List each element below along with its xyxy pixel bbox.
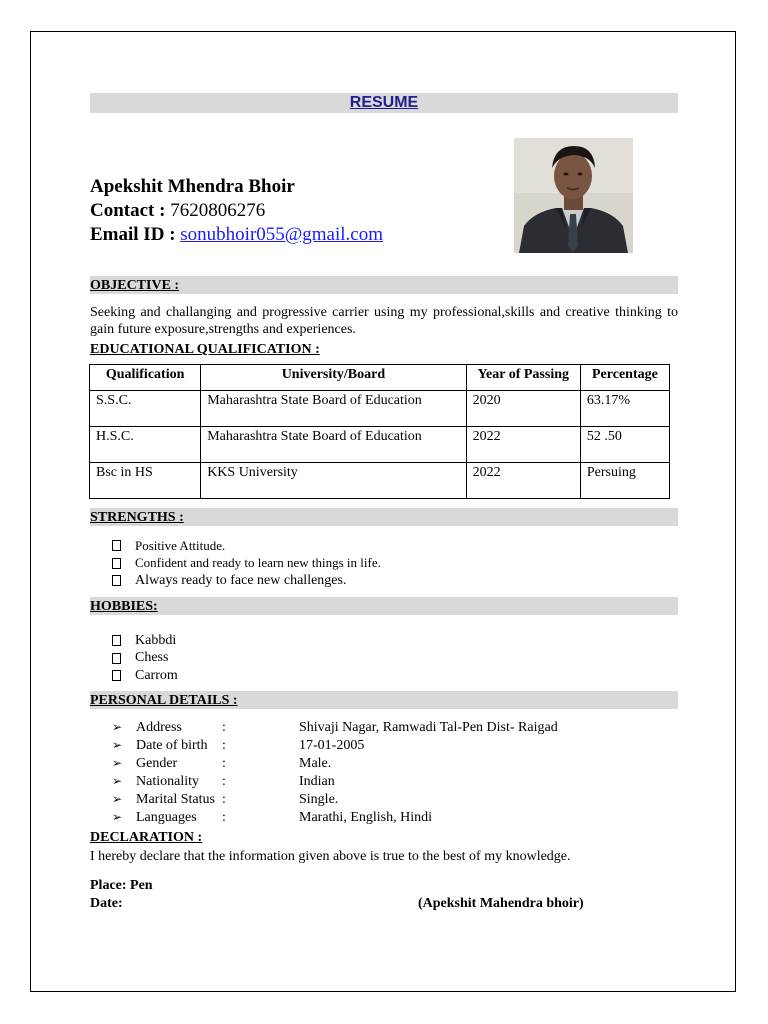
list-item-text: Kabbdi [135,632,177,648]
arrow-bullet-icon: ➢ [112,720,123,734]
detail-row [112,755,612,773]
title-bar [90,93,678,113]
strengths-bar [90,508,678,526]
date-label: Date: [90,896,123,911]
bullet-box-icon [112,558,121,569]
arrow-bullet-icon: ➢ [112,792,123,806]
table-cell: Bsc in HS [90,463,201,499]
contact-separator: : [154,200,171,221]
email-separator: : [164,224,181,245]
column-header: Year of Passing [466,365,580,391]
signature-name: (Apekshit Mahendra bhoir) [418,896,584,911]
contact-label: Contact [90,200,155,221]
detail-row [112,791,612,809]
declaration-heading: DECLARATION : [90,830,203,845]
bullet-box-icon [112,540,121,551]
email-line [90,224,383,246]
bullet-box-icon [112,653,121,664]
education-table [89,364,670,499]
detail-label: Languages [136,810,197,825]
bullet-box-icon [112,635,121,646]
arrow-bullet-icon: ➢ [112,756,123,770]
detail-separator: : [222,738,226,753]
table-cell: H.S.C. [90,427,201,463]
table-cell: Maharashtra State Board of Education [201,427,466,463]
profile-photo [514,138,633,253]
strengths-list [112,537,381,590]
list-item-text: Chess [135,650,169,666]
detail-separator: : [222,756,226,771]
list-item [112,572,381,590]
table-cell: KKS University [201,463,466,499]
detail-label: Marital Status [136,792,215,807]
list-item [112,632,178,650]
column-header: Qualification [90,365,201,391]
detail-value: Male. [299,756,332,771]
list-item [112,650,178,668]
table-cell: 52 .50 [580,427,669,463]
table-cell: 63.17% [580,391,669,427]
table-cell: Maharashtra State Board of Education [201,391,466,427]
table-cell: S.S.C. [90,391,201,427]
candidate-name: Apekshit Mhendra Bhoir [90,176,295,197]
declaration-text: I hereby declare that the information given above is true to the best of my knowledge. [90,849,571,864]
list-item-text: Confident and ready to learn new things in life. [135,555,381,571]
detail-separator: : [222,774,226,789]
list-item [112,555,381,573]
column-header: Percentage [580,365,669,391]
detail-value: Shivaji Nagar, Ramwadi Tal-Pen Dist- Raigad [299,720,558,735]
list-item [112,667,178,685]
list-item-text: Always ready to face new challenges. [135,572,347,588]
hobbies-heading: HOBBIES: [90,599,158,614]
email-link[interactable]: sonubhoir055@gmail.com [180,224,383,245]
detail-label: Gender [136,756,178,771]
contact-value: 7620806276 [170,200,266,221]
table-cell: 2022 [466,427,580,463]
column-header: University/Board [201,365,466,391]
table-cell: 2022 [466,463,580,499]
objective-bar [90,276,678,294]
arrow-bullet-icon: ➢ [112,774,123,788]
table-cell: Persuing [580,463,669,499]
detail-label: Nationality [136,774,199,789]
detail-value: Indian [299,774,335,789]
detail-separator: : [222,810,226,825]
table-header-row [90,365,670,391]
list-item-text: Positive Attitude. [135,537,226,553]
detail-value: 17-01-2005 [299,738,365,753]
detail-separator: : [222,792,226,807]
detail-label: Address [136,720,182,735]
detail-row [112,737,612,755]
education-heading: EDUCATIONAL QUALIFICATION : [90,342,320,357]
resume-title: RESUME [349,94,419,111]
table-row [90,463,670,499]
table-cell: 2020 [466,391,580,427]
detail-value: Marathi, English, Hindi [299,810,432,825]
hobbies-list [112,632,178,685]
place-label: Place: Pen [90,878,153,893]
hobbies-bar [90,597,678,615]
detail-label: Date of birth [136,738,208,753]
arrow-bullet-icon: ➢ [112,738,123,752]
list-item [112,537,381,555]
personal-details-list [112,719,612,827]
arrow-bullet-icon: ➢ [112,810,123,824]
table-row [90,391,670,427]
personal-bar [90,691,678,709]
objective-text: Seeking and challanging and progressive carrier using my professional,skills and creative thinking to gain future exposure,strengths and experiences. [90,305,678,337]
email-label: Email ID [90,224,165,245]
bullet-box-icon [112,670,121,681]
personal-heading: PERSONAL DETAILS : [90,693,238,708]
detail-row [112,809,612,827]
contact-line [90,200,265,222]
detail-row [112,773,612,791]
list-item-text: Carrom [135,667,178,683]
detail-row [112,719,612,737]
profile-photo-image [514,138,633,253]
bullet-box-icon [112,575,121,586]
detail-separator: : [222,720,226,735]
detail-value: Single. [299,792,339,807]
objective-heading: OBJECTIVE : [90,278,180,293]
table-row [90,427,670,463]
strengths-heading: STRENGTHS : [90,510,184,525]
